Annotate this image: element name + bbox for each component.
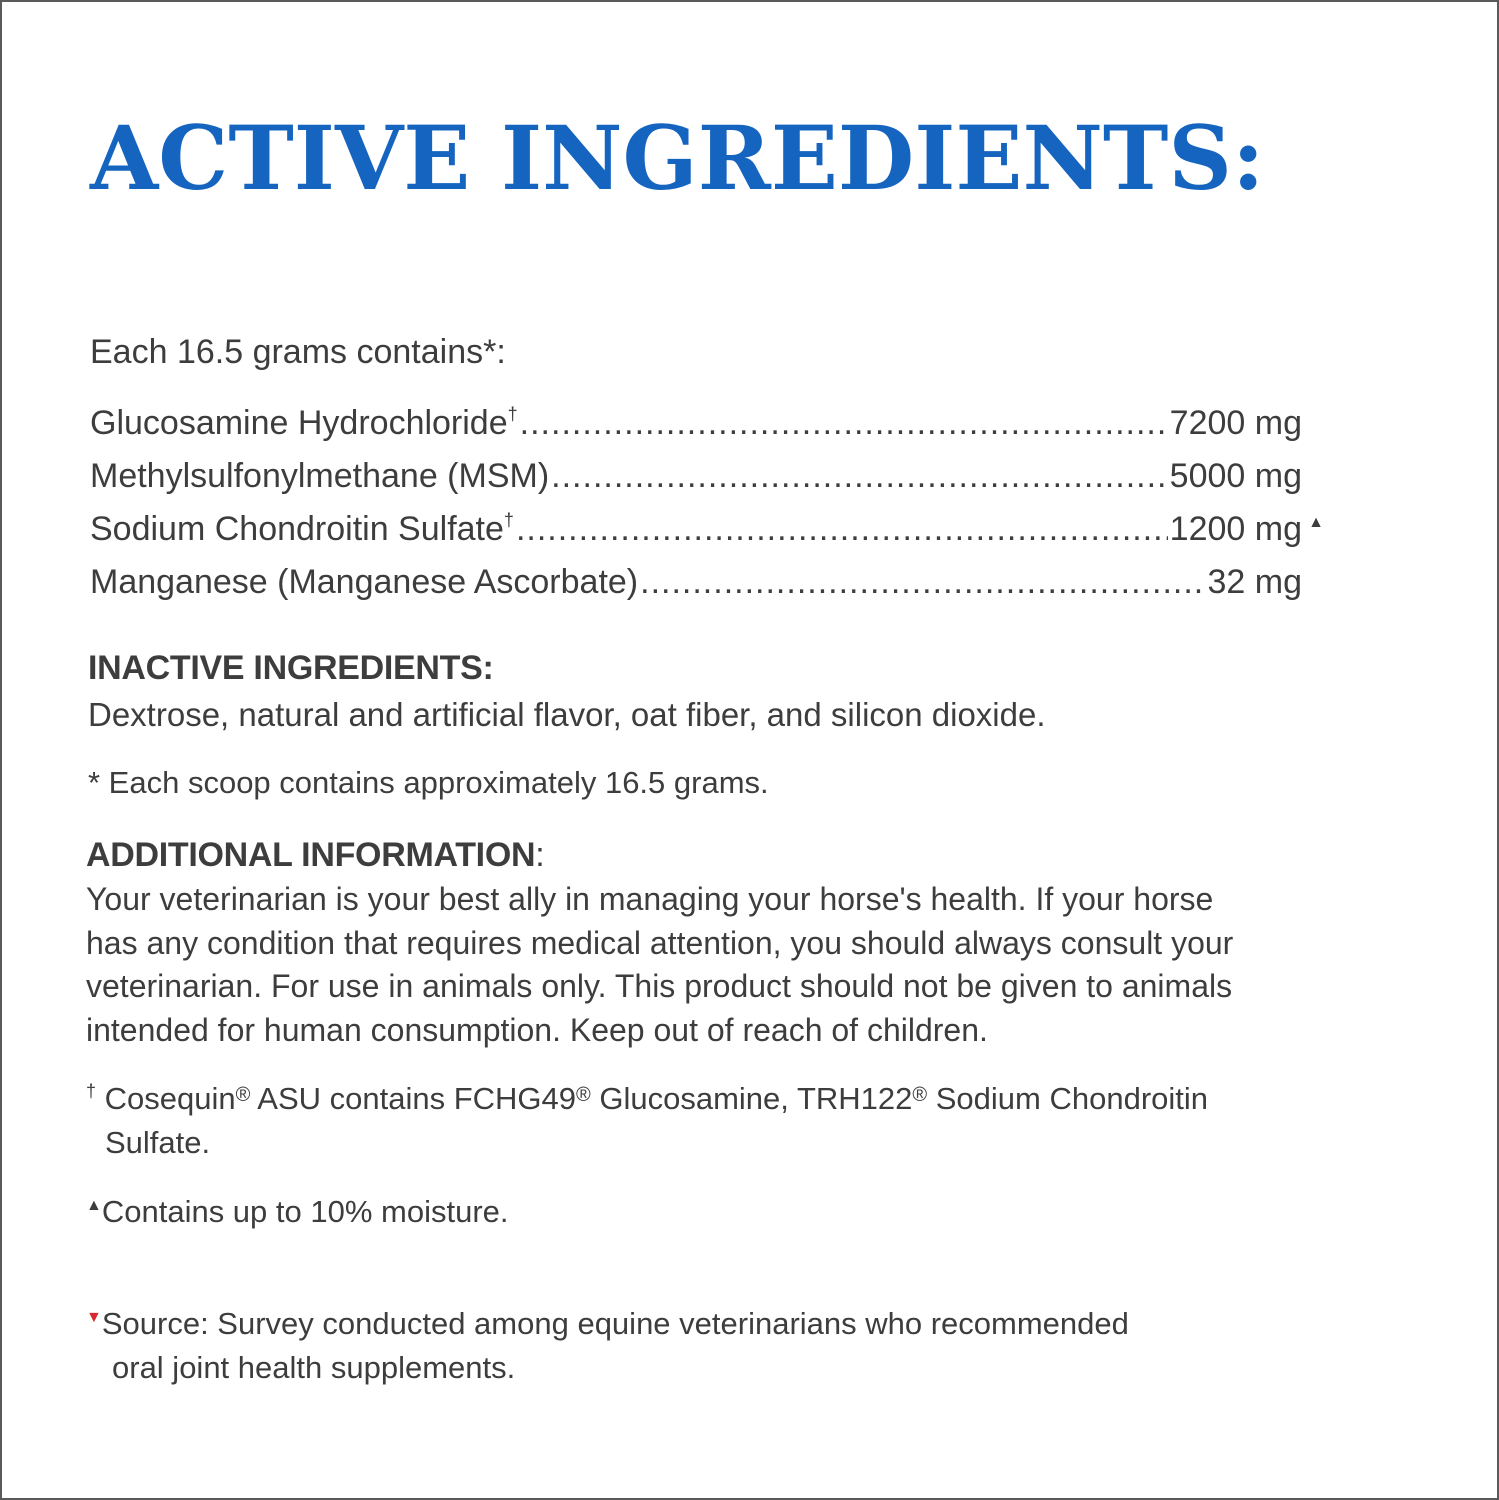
- ingredient-amount: 5000 mg: [1169, 457, 1302, 495]
- footnote-triangle: ▲Contains up to 10% moisture.: [86, 1194, 509, 1229]
- ingredient-row: [90, 401, 1302, 454]
- ingredient-name: Manganese (Manganese Ascorbate): [90, 563, 639, 601]
- ingredient-row: [90, 560, 1302, 613]
- ingredient-amount: 7200 mg: [1169, 404, 1302, 442]
- scoop-note: * Each scoop contains approximately 16.5 grams.: [88, 765, 769, 800]
- inactive-ingredients-text: Dextrose, natural and artificial flavor, oat fiber, and silicon dioxide.: [88, 696, 1046, 733]
- serving-size-text: Each 16.5 grams contains*:: [90, 333, 506, 371]
- page-title: ACTIVE INGREDIENTS:: [90, 106, 1265, 210]
- additional-info-line: veterinarian. For use in animals only. This product should not be given to animals: [86, 968, 1233, 1004]
- ingredient-name: Glucosamine Hydrochloride†: [90, 404, 518, 442]
- additional-info-line: Your veterinarian is your best ally in managing your horse's health. If your horse: [86, 881, 1214, 917]
- ingredient-row: [90, 507, 1324, 560]
- ingredient-list: [90, 401, 1324, 613]
- ingredient-row: [90, 454, 1302, 507]
- footnote-dagger-line2: Sulfate.: [105, 1125, 211, 1160]
- dot-leader: [551, 454, 1168, 498]
- dagger-mark: †: [86, 1081, 97, 1101]
- dot-leader: [516, 507, 1168, 551]
- ingredient-name: Methylsulfonylmethane (MSM): [90, 457, 550, 495]
- additional-info-text: [86, 878, 1233, 1052]
- additional-info-line: has any condition that requires medical attention, you should always consult your: [86, 924, 1234, 961]
- triangle-up-icon: ▲: [1308, 514, 1324, 531]
- footnote-dagger: † Cosequin® ASU contains FCHG49® Glucosamine, TRH122® Sodium Chondroitin: [86, 1081, 1209, 1116]
- ingredient-amount: 1200 mg: [1169, 510, 1302, 548]
- footnote-source-line2: oral joint health supplements.: [112, 1350, 516, 1385]
- dot-leader: [520, 401, 1168, 445]
- additional-info-line: intended for human consumption. Keep out of reach of children.: [86, 1011, 988, 1048]
- ingredient-name: Sodium Chondroitin Sulfate†: [90, 510, 514, 548]
- ingredient-amount: 32 mg: [1207, 563, 1302, 601]
- additional-info-heading: ADDITIONAL INFORMATION:: [86, 836, 545, 874]
- inactive-ingredients-heading: INACTIVE INGREDIENTS:: [88, 649, 494, 687]
- dot-leader: [640, 560, 1205, 604]
- footnote-source: ▼Source: Survey conducted among equine veterinarians who recommended: [86, 1306, 1129, 1341]
